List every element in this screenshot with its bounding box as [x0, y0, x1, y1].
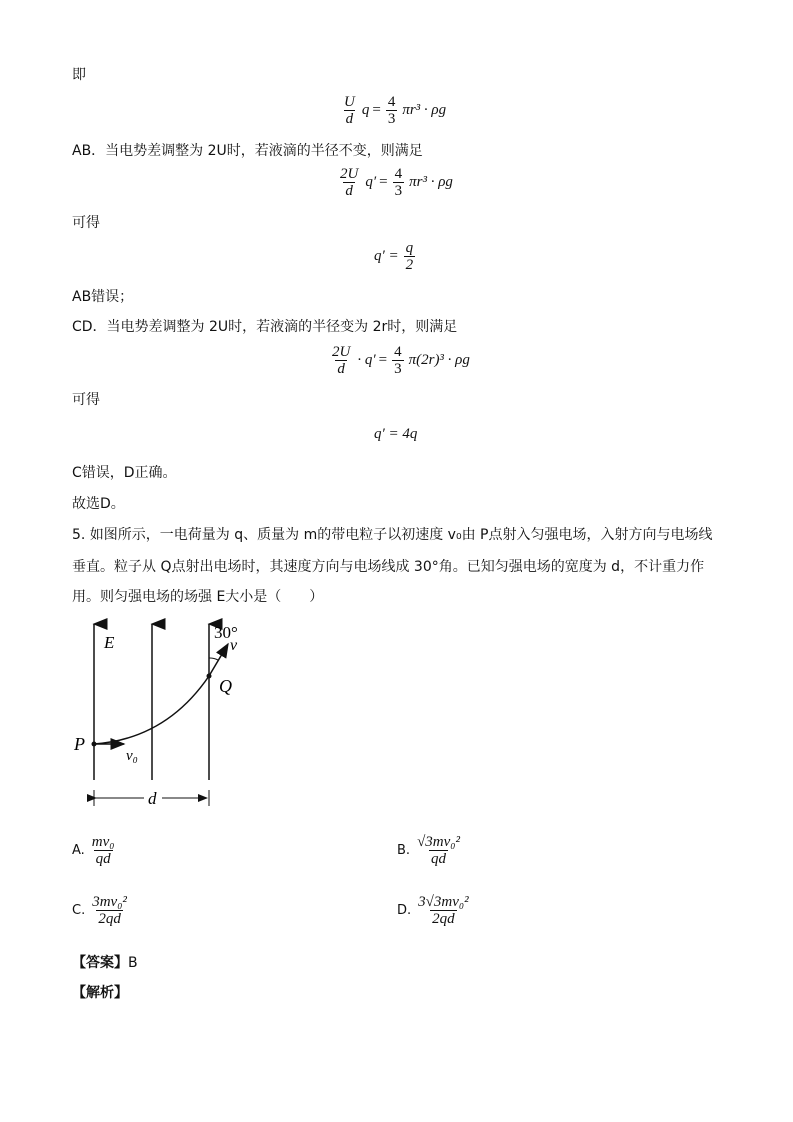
option-a[interactable]	[72, 834, 119, 867]
equation-1	[340, 94, 446, 127]
answer-value: B	[128, 955, 138, 971]
text-choose: 故选D。	[72, 496, 125, 512]
eq2-var: q′	[365, 174, 377, 190]
eq1-coef-den: 3	[387, 111, 396, 127]
equation-2	[336, 166, 453, 199]
eq1-equals: =	[372, 102, 381, 118]
eq2-coef-den: 3	[394, 183, 403, 199]
eq2-equals: =	[379, 174, 388, 190]
eq2-lhs-frac	[338, 166, 360, 199]
option-b-den: qd	[431, 851, 447, 867]
option-b-num: √3mv₀²	[417, 834, 460, 850]
text-ab-wrong: AB错误；	[72, 289, 134, 305]
answer-tag: 【答案】	[72, 955, 128, 971]
option-d[interactable]	[397, 894, 473, 927]
text-ji: 即	[72, 67, 86, 83]
eq1-lhs-num: U	[344, 94, 355, 110]
label-p: P	[74, 734, 85, 754]
option-d-num: 3√3mv₀²	[418, 894, 469, 910]
eq2-coef-num: 4	[394, 166, 403, 182]
analysis-tag: 【解析】	[72, 985, 128, 1001]
text-ab-intro: AB．当电势差调整为 2U时，若液滴的半径不变，则满足	[72, 143, 423, 159]
eq3-den: 2	[405, 257, 414, 273]
question-5-line-2: 垂直。粒子从 Q点射出电场时，其速度方向与电场线成 30°角。已知匀强电场的宽度为 d，不计重力作	[72, 559, 705, 575]
option-c-den: 2qd	[98, 911, 121, 927]
option-d-label: D.	[397, 903, 412, 918]
eq1-lhs-den: d	[345, 111, 354, 127]
eq4-rhs: π(2r)³ · ρg	[408, 352, 470, 368]
question-5-line-1: 5. 如图所示，一电荷量为 q、质量为 m的带电粒子以初速度 v₀由 P点射入匀强电场，入射方向与电场线	[72, 527, 713, 543]
eq1-var: q	[361, 102, 370, 118]
eq4-lhs-den: d	[337, 361, 345, 377]
eq4-var: · q′	[357, 352, 376, 368]
option-a-den: qd	[95, 851, 111, 867]
eq3-frac	[404, 240, 416, 273]
eq4-coef-frac	[392, 344, 404, 377]
label-e: E	[104, 633, 115, 652]
text-kede-1: 可得	[72, 215, 100, 231]
question-5-line-3: 用。则匀强电场的场强 E大小是（ ）	[72, 589, 324, 605]
label-angle: 30°	[214, 623, 238, 642]
option-d-frac	[416, 894, 470, 927]
point-p	[92, 742, 97, 747]
eq1-coef-frac	[386, 94, 398, 127]
option-c-num: 3mv₀²	[92, 894, 127, 910]
eq4-lhs-frac	[330, 344, 352, 377]
electric-field-figure	[66, 614, 266, 820]
option-c-label: C.	[72, 903, 86, 918]
answer-line	[72, 952, 138, 972]
option-b-label: B.	[397, 843, 411, 858]
label-q: Q	[219, 676, 232, 696]
option-c[interactable]	[72, 894, 131, 927]
eq1-rhs: πr³ · ρg	[402, 102, 447, 118]
eq2-lhs-den: d	[345, 183, 353, 199]
text-kede-2: 可得	[72, 392, 100, 408]
eq2-lhs-num: 2U	[340, 166, 359, 182]
option-a-label: A.	[72, 843, 85, 858]
option-c-frac	[90, 894, 129, 927]
point-q	[207, 674, 212, 679]
equation-4	[328, 344, 470, 377]
label-v: v	[230, 637, 238, 654]
option-a-num: mv₀	[91, 834, 115, 850]
equation-5: q′ = 4q	[374, 426, 418, 442]
text-c-wrong: C错误，D正确。	[72, 465, 177, 481]
velocity-vector-q	[209, 644, 228, 676]
eq2-coef-frac	[393, 166, 405, 199]
eq4-equals: =	[378, 352, 388, 368]
label-v0: v₀	[126, 748, 138, 764]
eq4-lhs-num: 2U	[332, 344, 351, 360]
eq1-coef-num: 4	[387, 94, 396, 110]
eq3-lhs: q′ =	[374, 248, 399, 264]
eq1-lhs-frac	[342, 94, 357, 127]
option-a-frac	[90, 834, 117, 867]
equation-3	[374, 240, 417, 273]
option-b-frac	[415, 834, 462, 867]
label-d: d	[148, 789, 157, 808]
eq4-coef-num: 4	[394, 344, 402, 360]
text-cd-intro: CD．当电势差调整为 2U时，若液滴的半径变为 2r时，则满足	[72, 319, 458, 335]
angle-arc	[209, 658, 218, 660]
option-d-den: 2qd	[432, 911, 455, 927]
option-b[interactable]	[397, 834, 464, 867]
eq4-coef-den: 3	[394, 361, 402, 377]
eq2-rhs: πr³ · ρg	[409, 174, 453, 190]
eq3-num: q	[405, 240, 414, 256]
